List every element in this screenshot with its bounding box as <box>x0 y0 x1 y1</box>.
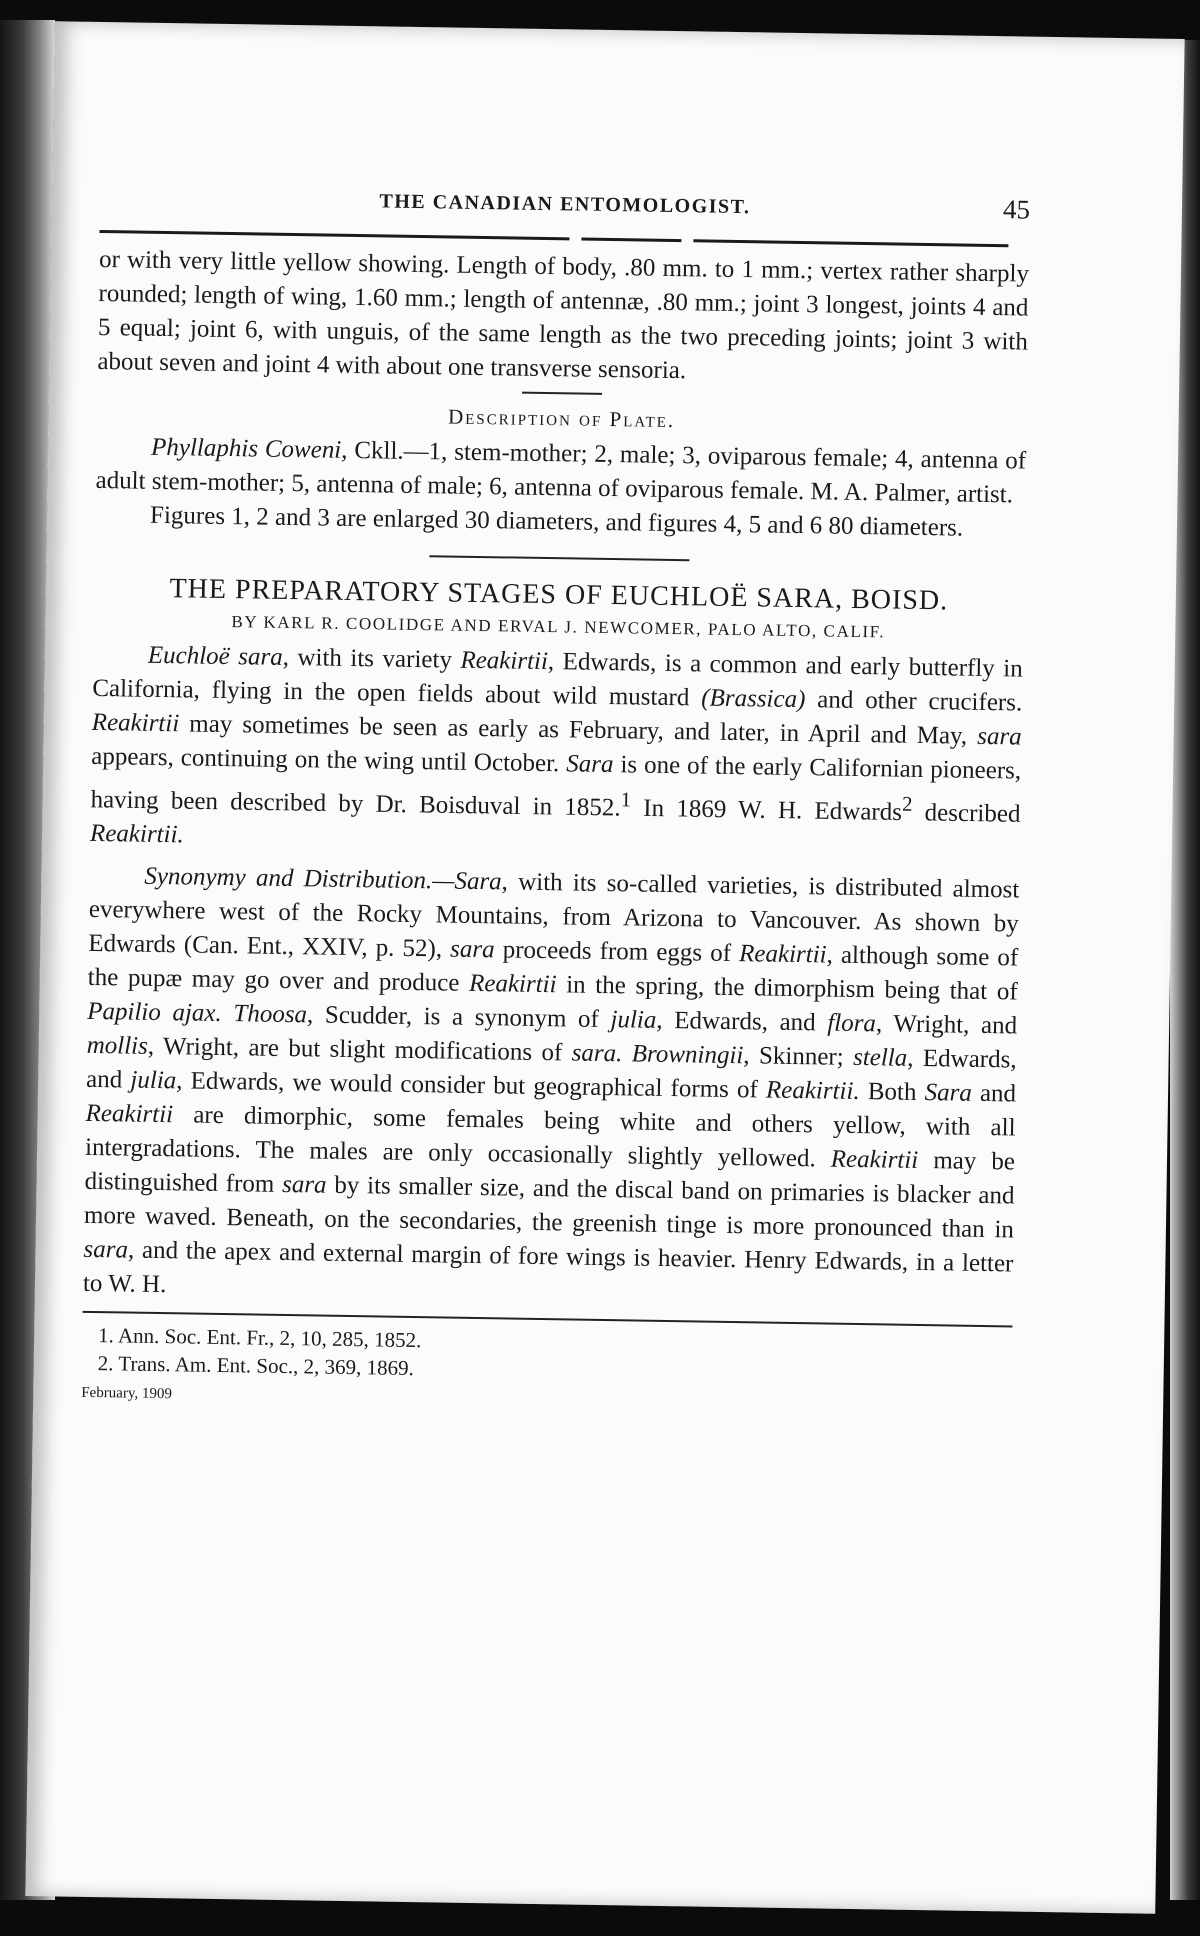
text: are dimorphic, some females being white and others yellow, with all intergradations. The males are only occasionally slightly yellowed. <box>84 1101 1016 1173</box>
text: , with its so-called varieties, is distributed almost everywhere west of the Rocky Mountains, from Arizona to Vancouver. As shown by Edwards (Can. Ent., XXIV, p. 52), <box>88 868 1020 963</box>
italic-text: sara. Browningii <box>571 1039 744 1070</box>
text: , Scudder, is a synonym of <box>306 1001 611 1034</box>
article-byline: BY KARL R. COOLIDGE AND ERVAL J. NEWCOMER, PALO ALTO, CALIF. <box>231 612 886 642</box>
text: may sometimes be seen as early as February, and later, in April and May, <box>179 710 978 750</box>
italic-text: sara <box>976 722 1022 751</box>
text: may be distinguished from <box>84 1147 1016 1199</box>
issue-signature: February, 1909 <box>81 1385 173 1403</box>
text: , and the apex and external margin of fore wings is heavier. Henry Edwards, in a letter to W. H. <box>82 1236 1014 1299</box>
italic-text: Reakirtii <box>85 1100 174 1129</box>
italic-text: Reakirtii <box>460 646 549 676</box>
text: In 1869 W. H. Edwards <box>630 794 903 826</box>
text: Both <box>859 1078 925 1107</box>
italic-text: sara <box>83 1236 129 1264</box>
book-page <box>25 21 1184 1914</box>
italic-text: Euchloë sara <box>147 641 283 671</box>
section-divider <box>522 392 602 395</box>
italic-text: sara <box>449 935 495 964</box>
running-head <box>100 180 1031 239</box>
italic-text: Sara <box>924 1079 973 1108</box>
italic-text: stella <box>852 1044 908 1073</box>
italic-text: Reakirtii <box>91 708 180 738</box>
italic-text: Thoosa <box>221 1000 308 1029</box>
text: and other crucifers. <box>805 686 1023 717</box>
italic-text: Papilio ajax. <box>87 998 222 1028</box>
intro-paragraph: or with very little yellow showing. Length of body, .80 mm. to 1 mm.; vertex rather sharply rounded; length of wing, 1.60 mm.; length of antennæ, .80 mm.; joint 3 longest, joints 4 and 5 equal; joint 6, with unguis, of the same length as the two preceding joints; joint 3 with about seven and joint 4 with about one transverse sensoria. <box>97 245 1030 385</box>
italic-text: julia <box>130 1066 177 1095</box>
article-title: THE PREPARATORY STAGES OF EUCHLOË SARA, BOISD. <box>169 573 949 617</box>
plate-description-heading: Description of Plate. <box>447 404 676 433</box>
italic-text: sara <box>281 1171 327 1199</box>
footnote-2: 2. Trans. Am. Ent. Soc., 2, 369, 1869. <box>97 1351 415 1381</box>
text: , although some of the pupæ may go over and produce <box>87 941 1019 998</box>
italic-text: Sara <box>566 750 614 779</box>
journal-title: THE CANADIAN ENTOMOLOGIST. <box>379 190 751 219</box>
italic-text: Reakirtii <box>738 940 827 969</box>
text: described <box>912 799 1021 828</box>
figures-note: Figures 1, 2 and 3 are enlarged 30 diameters, and figures 4, 5 and 6 80 diameters. <box>149 501 964 542</box>
text: proceeds from eggs of <box>494 936 740 968</box>
text: , Skinner; <box>743 1042 854 1072</box>
species-name: Phyllaphis Coweni <box>150 433 342 464</box>
italic-text: julia <box>610 1006 657 1035</box>
text: and <box>971 1080 1017 1108</box>
footnote-ref: 2 <box>901 791 913 816</box>
text: in the spring, the dimorphism being that of <box>556 971 1018 1006</box>
article-paragraph-1 <box>90 638 1023 866</box>
text: , Wright, and <box>875 1010 1018 1040</box>
text: is one of the early Californian pioneers, having been described by Dr. Boisduval in 1852. <box>90 751 1022 822</box>
footnote-ref: 1 <box>620 787 632 812</box>
text: , Edwards, and <box>656 1007 828 1037</box>
page-number: 45 <box>1002 194 1031 225</box>
text: , Edwards, we would consider but geographical forms of <box>176 1067 767 1104</box>
italic-text: Reakirtii <box>830 1145 919 1175</box>
text: appears, continuing on the wing until October. <box>91 742 567 778</box>
subsection-heading: Synonymy and Distribution.—Sara <box>144 863 502 896</box>
article-divider <box>429 555 689 561</box>
italic-text: mollis <box>86 1032 149 1061</box>
text: , with its variety <box>282 643 461 674</box>
italic-text: Reakirtii. <box>765 1076 860 1106</box>
plate-text: , Ckll.—1, stem-mother; 2, male; 3, oviparous female; 4, antenna of adult stem-mother; 5, antenna of male; 6, antenna of oviparous female. M. A. Palmer, artist. <box>95 436 1027 509</box>
text: , Wright, are but slight modifications of <box>147 1033 572 1067</box>
footnote-1: 1. Ann. Soc. Ent. Fr., 2, 10, 285, 1852. <box>97 1323 422 1353</box>
italic-text: (Brassica) <box>701 684 806 714</box>
text: , Edwards, is a common and early butterfly in California, flying in the open fields about wild mustard <box>92 648 1023 712</box>
italic-text: Reakirtii. <box>89 820 184 849</box>
italic-text: Reakirtii <box>468 970 557 999</box>
text: , Edwards, and <box>85 1045 1017 1094</box>
text: by its smaller size, and the discal band on primaries is blacker and more waved. Beneath, on the secondaries, the greenish tinge is more pronounced than in <box>83 1171 1015 1244</box>
article-paragraph-2 <box>83 859 1020 1316</box>
page-content <box>81 180 1030 1417</box>
italic-text: flora <box>827 1009 877 1038</box>
